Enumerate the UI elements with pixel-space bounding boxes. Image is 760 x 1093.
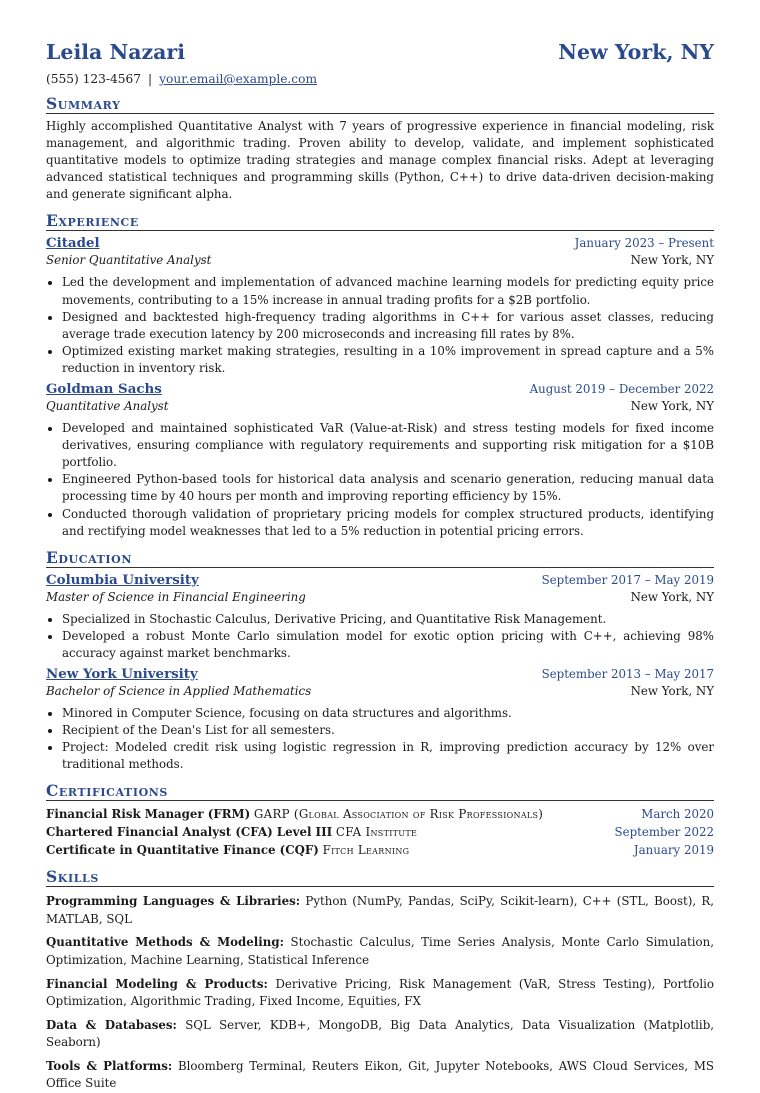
employment-dates: January 2023 – Present [574,236,714,251]
skill-group-text: Derivative Pricing, Risk Management (VaR, Stress Testing), Portfolio Optimization, Algorithmic Trading, Fixed Income, Equities, FX [46,976,714,1009]
resume-header [46,40,714,64]
certification-date: March 2020 [641,807,714,822]
candidate-location: New York, NY [558,40,714,64]
achievement-item: • Developed and maintained sophisticated VaR (Value-at-Risk) and stress testing models for fixed income derivatives, ensuring compliance with regulatory requirements and supporting risk mitigation for a $10B portfolio. [62,420,714,471]
achievement-list [46,420,714,540]
job-title: Senior Quantitative Analyst [46,253,212,268]
education-detail-item: • Recipient of the Dean's List for all semesters. [62,722,714,739]
certification-item [46,842,714,860]
certification-item [46,824,714,842]
skill-group-label: Quantitative Methods & Modeling: [46,935,284,950]
achievement-item: • Conducted thorough validation of proprietary pricing models for complex structured products, identifying and rectifying model weaknesses that led to a 5% reduction in potential pricing errors. [62,506,714,540]
job-location: New York, NY [630,399,714,414]
certification-name: Certificate in Quantitative Finance (CQF) [46,842,319,857]
school-link-nyu[interactable]: New York University [46,665,198,682]
achievement-item: • Designed and backtested high-frequency trading algorithms in C++ for various asset classes, reducing average trade execution latency by 200 microseconds and increasing fill rates by 8%. [62,309,714,343]
certification-name: Chartered Financial Analyst (CFA) Level III [46,824,333,839]
certifications-heading: Certifications [46,782,714,801]
school-location: New York, NY [630,589,714,604]
school-link-columbia[interactable]: Columbia University [46,571,199,588]
achievement-item: • Engineered Python-based tools for historical data analysis and scenario generation, reducing manual data processing time by 40 hours per month and improving reporting efficiency by 15%. [62,471,714,505]
summary-heading: Summary [46,95,714,114]
skill-group [46,1058,714,1093]
certification-issuer: Fitch Learning [322,842,410,857]
skill-group [46,934,714,969]
school-location: New York, NY [630,683,714,698]
contact-separator: | [148,72,153,86]
education-detail-item: • Specialized in Stochastic Calculus, Derivative Pricing, and Quantitative Risk Management. [62,611,714,628]
education-detail-list [46,705,714,773]
achievement-item: • Led the development and implementation of advanced machine learning models for predicting equity price movements, contributing to a 15% increase in annual trading profits for a $2B portfolio. [62,274,714,308]
study-dates: September 2017 – May 2019 [541,572,714,587]
achievement-item: • Optimized existing market making strategies, resulting in a 10% improvement in spread capture and a 5% reduction in inventory risk. [62,343,714,377]
skill-group-text: SQL Server, KDB+, MongoDB, Big Data Analytics, Data Visualization (Matplotlib, Seaborn) [46,1017,715,1050]
certification-date: January 2019 [633,842,714,857]
summary-text: Highly accomplished Quantitative Analyst with 7 years of progressive experience in financial modeling, risk management, and algorithmic trading. Proven ability to develop, validate, and implement sophisticated quantitative models to optimize trading strategies and manage complex financial risks. Adept at leveraging advanced statistical techniques and programming skills (Python, C++) to drive data-driven decision-making and generate significant alpha. [46,119,714,202]
experience-entry-citadel [46,235,714,377]
study-dates: September 2013 – May 2017 [541,666,714,681]
skill-group-text: Python (NumPy, Pandas, SciPy, Scikit-learn), C++ (STL, Boost), R, MATLAB, SQL [46,894,714,926]
phone-number: (555) 123-4567 [46,72,142,86]
skill-group-label: Tools & Platforms: [46,1058,173,1073]
job-title: Quantitative Analyst [46,399,169,414]
education-detail-list [46,611,714,662]
job-location: New York, NY [630,253,714,268]
education-detail-item: • Minored in Computer Science, focusing on data structures and algorithms. [62,705,714,722]
experience-heading: Experience [46,212,714,231]
degree-title: Master of Science in Financial Engineering [46,589,306,604]
education-entry-columbia [46,572,714,662]
skill-group-label: Programming Languages & Libraries: [46,894,301,909]
candidate-name: Leila Nazari [46,40,185,64]
education-entry-nyu [46,666,714,773]
education-detail-item: • Developed a robust Monte Carlo simulation model for exotic option pricing with C++, achieving 98% accuracy against market benchmarks. [62,628,714,662]
employer-link-goldman-sachs[interactable]: Goldman Sachs [46,381,162,398]
education-detail-item: • Project: Modeled credit risk using logistic regression in R, improving prediction accuracy by 12% over traditional methods. [62,739,714,773]
skill-group-label: Financial Modeling & Products: [46,976,268,991]
certification-item [46,806,714,824]
experience-entry-goldman-sachs [46,381,714,540]
skill-group [46,1017,714,1052]
employer-link-citadel[interactable]: Citadel [46,235,100,252]
skill-group-text: Bloomberg Terminal, Reuters Eikon, Git, Jupyter Notebooks, AWS Cloud Services, MS Office Suite [46,1058,714,1091]
contact-line [46,72,714,86]
degree-title: Bachelor of Science in Applied Mathematics [46,683,312,698]
skill-group [46,893,714,928]
email-link[interactable]: your.email@example.com [159,72,318,86]
skill-group-text: Stochastic Calculus, Time Series Analysis, Monte Carlo Simulation, Optimization, Machine Learning, Statistical Inference [46,935,714,967]
employment-dates: August 2019 – December 2022 [529,382,714,397]
certification-issuer: GARP (Global Association of Risk Professionals) [253,807,544,822]
skill-group-label: Data & Databases: [46,1017,177,1032]
education-heading: Education [46,549,714,568]
skill-group [46,976,714,1011]
certification-list [46,806,714,859]
certification-name: Financial Risk Manager (FRM) [46,807,251,822]
certification-date: September 2022 [614,824,714,839]
certification-issuer: CFA Institute [335,824,418,839]
skills-heading: Skills [46,868,714,887]
achievement-list [46,274,714,377]
